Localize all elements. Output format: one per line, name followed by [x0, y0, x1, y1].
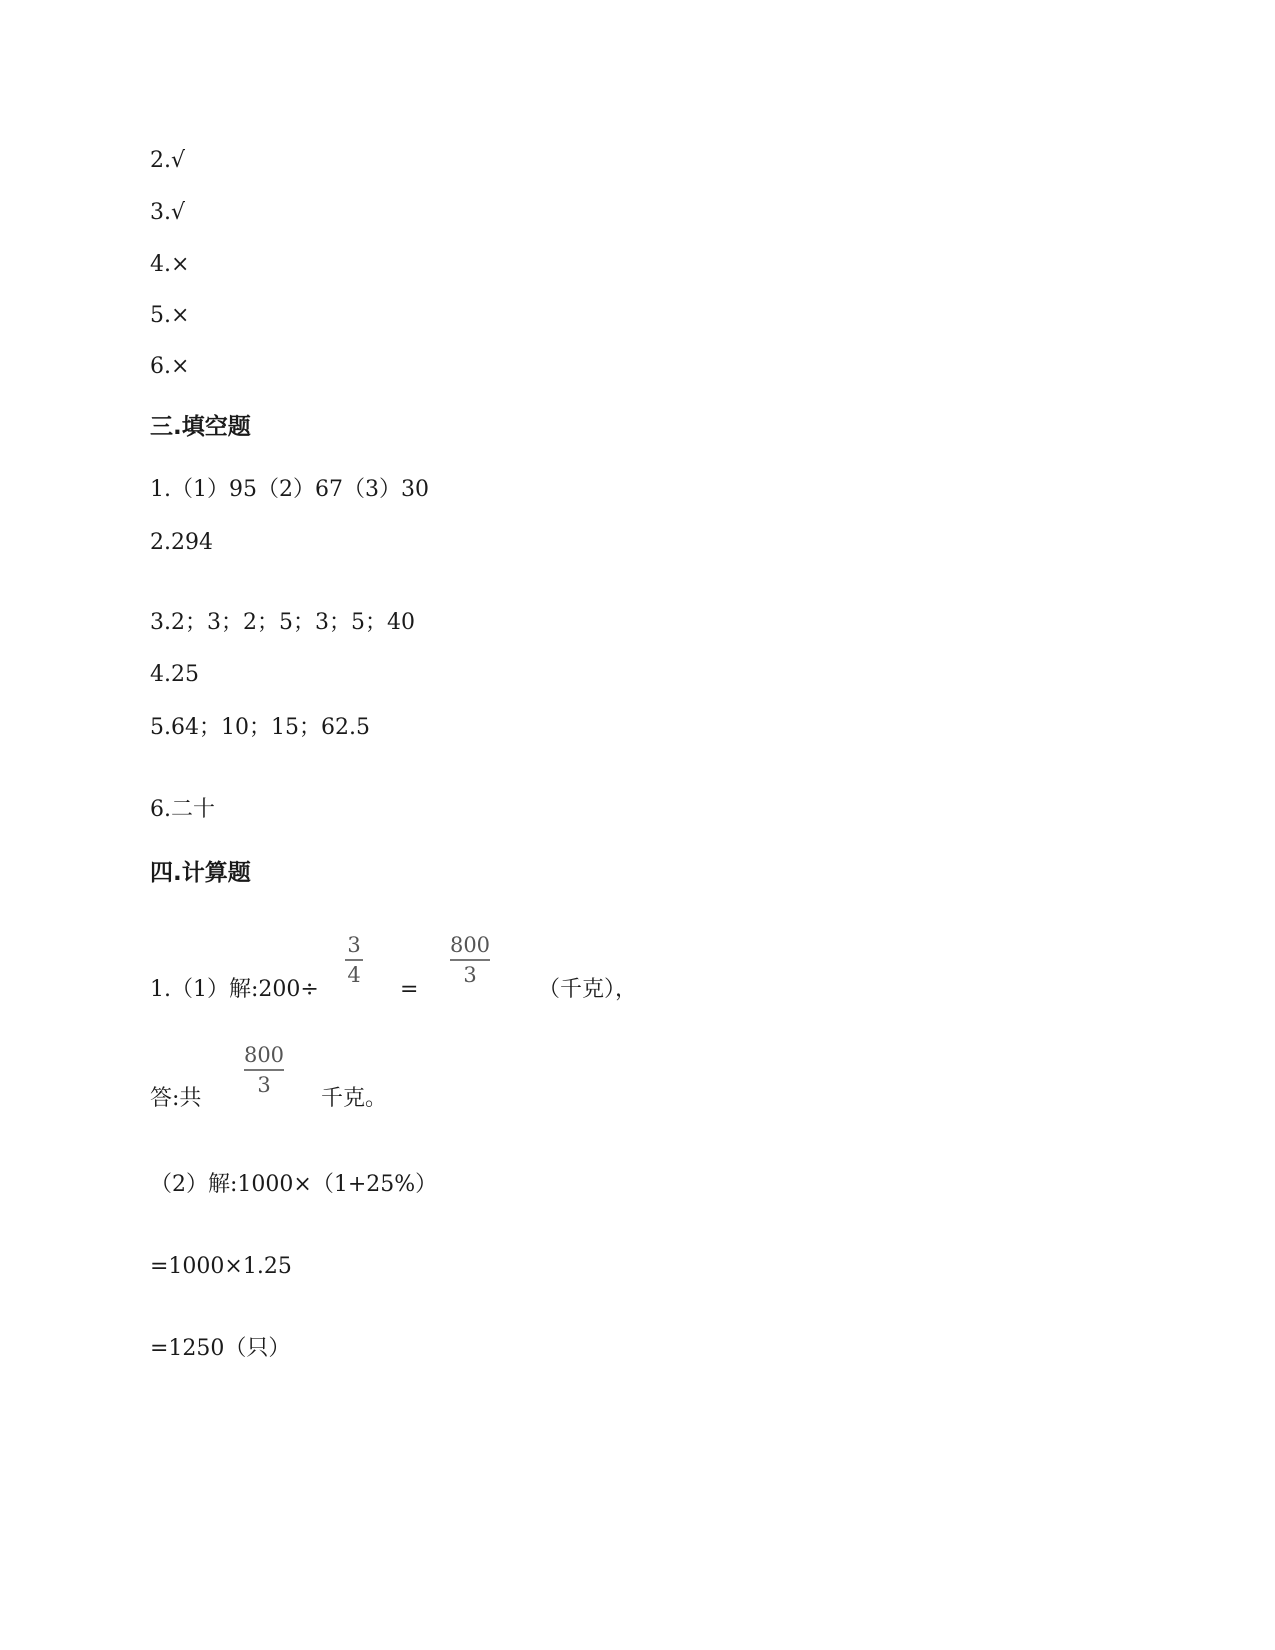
fraction-three-quarters — [345, 934, 363, 987]
judgement-item-2: 2.√ — [150, 148, 186, 173]
fill-in-answer-6: 6.二十 — [150, 797, 215, 822]
fill-in-answer-5: 5.64；10；15；62.5 — [150, 715, 370, 740]
judgement-item-5: 5.× — [150, 303, 190, 328]
fraction-bar — [345, 959, 363, 961]
fraction-bar — [450, 959, 490, 961]
fill-in-answer-2: 2.294 — [150, 530, 213, 555]
fill-in-answer-4: 4.25 — [150, 662, 199, 687]
calc-q1-answer-prefix: 答:共 — [150, 1086, 202, 1111]
fraction-numerator: 800 — [449, 933, 491, 957]
fraction-numerator: 800 — [243, 1043, 285, 1067]
fraction-denominator: 4 — [347, 963, 361, 987]
calc-q1-answer-suffix: 千克。 — [321, 1086, 388, 1111]
calc-q1-unit: （千克）， — [538, 977, 638, 1002]
fraction-numerator: 3 — [347, 933, 361, 957]
calc-q2-line-2: =1000×1.25 — [150, 1254, 292, 1279]
judgement-item-4: 4.× — [150, 252, 190, 277]
section-heading-fill-in: 三.填空题 — [150, 414, 251, 440]
fraction-denominator: 3 — [463, 963, 477, 987]
fill-in-answer-3: 3.2；3；2；5；3；5；40 — [150, 610, 415, 635]
calc-q2-line-3: =1250（只） — [150, 1336, 291, 1361]
answer-fraction-800-over-3 — [244, 1044, 284, 1097]
calc-q1-equals: = — [400, 977, 419, 1002]
calc-q1-prefix: 1.（1）解:200÷ — [150, 977, 319, 1002]
fraction-800-over-3 — [450, 934, 490, 987]
fraction-denominator: 3 — [257, 1073, 271, 1097]
section-heading-calculation: 四.计算题 — [150, 860, 251, 886]
fill-in-answer-1: 1.（1）95（2）67（3）30 — [150, 477, 429, 502]
judgement-item-3: 3.√ — [150, 200, 186, 225]
judgement-item-6: 6.× — [150, 354, 190, 379]
fraction-bar — [244, 1069, 284, 1071]
calc-q2-line-1: （2）解:1000×（1+25%） — [150, 1172, 438, 1197]
